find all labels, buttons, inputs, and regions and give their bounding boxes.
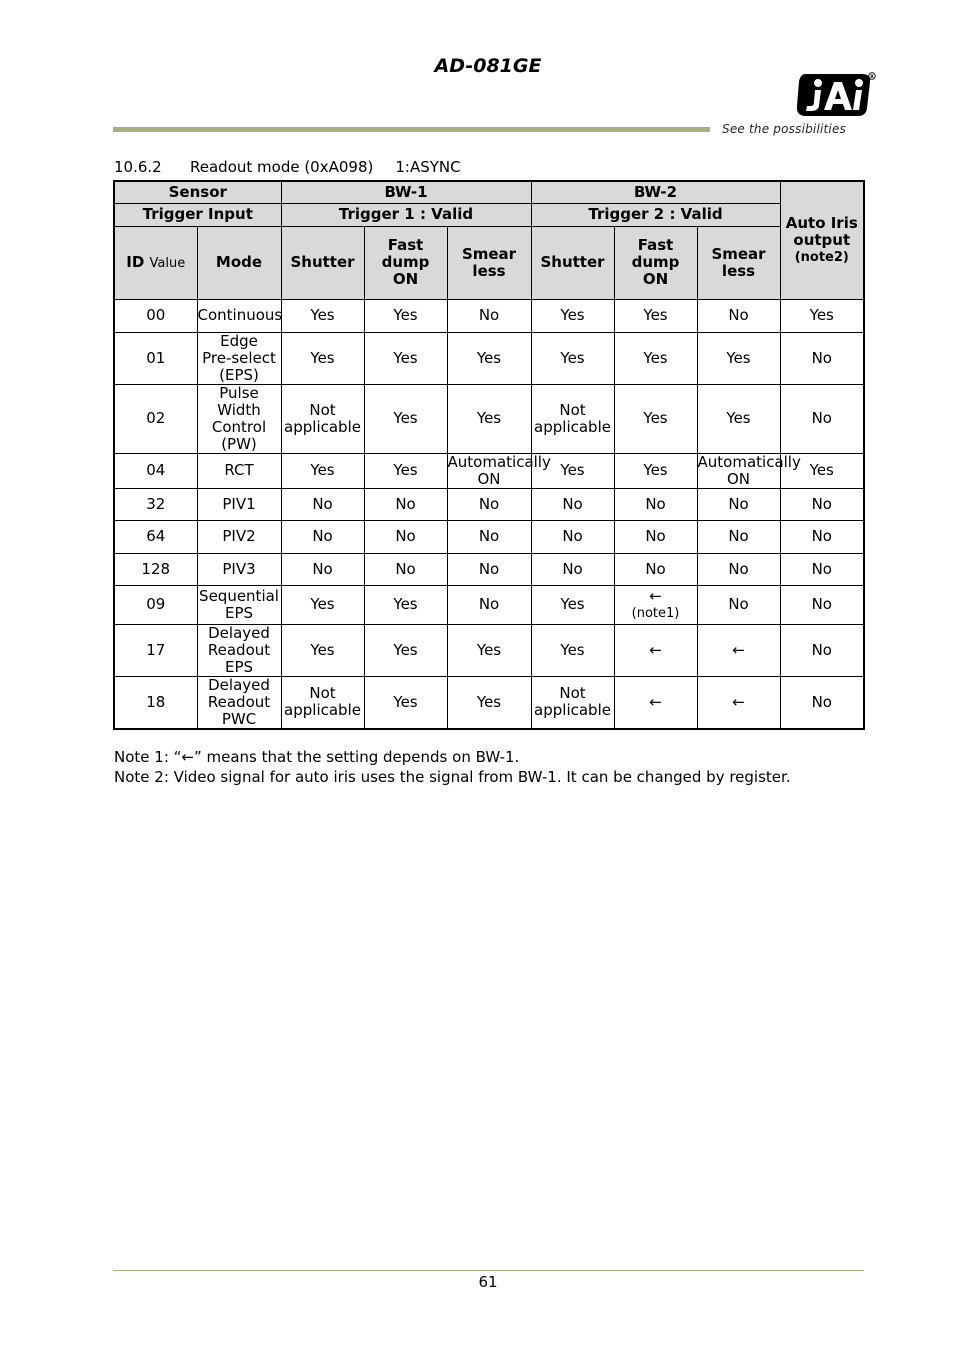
bw1-fast-dump-cell xyxy=(364,520,447,553)
mode-line: Sequential xyxy=(199,586,279,605)
id-header xyxy=(114,226,197,299)
header-rule xyxy=(113,127,710,132)
cell-line: Yes xyxy=(310,306,335,324)
fast-dump-line2: dump xyxy=(631,253,680,271)
mode-cell xyxy=(197,488,281,520)
bw1-smearless-cell xyxy=(447,384,531,453)
cell-line: Yes xyxy=(393,306,418,324)
section-number: 10.6.2 xyxy=(114,158,162,176)
mode-cell xyxy=(197,332,281,384)
cell-line: ← xyxy=(732,692,745,711)
cell-line: Yes xyxy=(560,348,585,367)
cell-line: Yes xyxy=(560,461,585,479)
bw2-shutter-cell xyxy=(531,585,614,624)
bw1-shutter-cell xyxy=(281,384,364,453)
cell-line: No xyxy=(811,640,832,659)
cell-line: No xyxy=(728,527,749,545)
header-row-sensor xyxy=(114,181,864,203)
mode-line: Readout xyxy=(207,692,271,711)
bw1-fast-dump-cell xyxy=(364,332,447,384)
auto-iris-note: (note2) xyxy=(794,249,849,265)
table-row xyxy=(114,488,864,520)
note-1: Note 1: “←” means that the setting depends on BW-1. xyxy=(114,748,520,766)
auto-iris-line2: output xyxy=(793,230,851,249)
cell-line: Automatically xyxy=(697,452,801,471)
mode-header: Mode xyxy=(197,226,281,299)
mode-line: Delayed xyxy=(208,675,270,694)
id-cell: 64 xyxy=(114,520,197,553)
mode-line: Readout xyxy=(207,640,271,659)
cell-line: Yes xyxy=(393,348,418,367)
bw1-fast-dump-cell xyxy=(364,488,447,520)
fast-dump-line1: Fast xyxy=(637,236,674,254)
bw2-smearless-cell xyxy=(697,332,780,384)
mode-line: Edge xyxy=(220,331,258,350)
cell-line: Yes xyxy=(476,640,502,659)
page-number: 61 xyxy=(478,1273,498,1291)
mode-line: EPS xyxy=(224,657,254,676)
table-row xyxy=(114,585,864,624)
cell-line: No xyxy=(395,494,416,513)
bw2-fast-dump-cell xyxy=(614,520,697,553)
bw1-shutter-cell xyxy=(281,553,364,585)
readout-mode-table xyxy=(113,180,865,730)
bw2-shutter-cell xyxy=(531,488,614,520)
bw2-shutter-cell xyxy=(531,624,614,676)
table-row xyxy=(114,332,864,384)
mode-line: Delayed xyxy=(208,623,270,642)
bw1-shutter-cell xyxy=(281,299,364,332)
header-row-columns xyxy=(114,226,864,299)
cell-line: No xyxy=(811,559,832,578)
auto-iris-cell xyxy=(780,299,864,332)
bw1-smearless-cell xyxy=(447,676,531,729)
bw1-header: BW-1 xyxy=(281,181,531,203)
bw1-smearless-cell xyxy=(447,452,551,488)
cell-line: Yes xyxy=(393,640,418,659)
bw1-smearless-cell xyxy=(447,520,531,553)
cell-line: Yes xyxy=(476,409,502,427)
mode-cell xyxy=(197,624,281,676)
cell-line: Yes xyxy=(393,461,418,479)
bw1-fast-dump-cell xyxy=(364,624,447,676)
mode-line: EPS xyxy=(224,603,254,622)
mode-line: Continuous xyxy=(197,306,283,324)
cell-line: No xyxy=(811,527,832,545)
cell-line: No xyxy=(728,559,749,578)
cell-line: Yes xyxy=(726,348,751,367)
trigger-input-header: Trigger Input xyxy=(114,203,281,226)
auto-iris-cell xyxy=(780,624,864,676)
mode-cell xyxy=(197,520,281,553)
mode-line: Control xyxy=(211,417,267,436)
table-row xyxy=(114,520,864,553)
bw2-fast-dump-cell xyxy=(614,585,697,624)
cell-line: Yes xyxy=(726,409,751,427)
cell-line: No xyxy=(728,306,749,324)
bw1-shutter-cell xyxy=(281,676,364,729)
bw2-fast-dump-cell xyxy=(614,553,697,585)
bw2-shutter-cell xyxy=(531,520,614,553)
bw2-smearless-cell xyxy=(697,520,780,553)
section-heading xyxy=(114,158,461,176)
auto-iris-cell xyxy=(780,676,864,729)
smearless-line1: Smear xyxy=(461,244,517,263)
bw1-shutter-cell xyxy=(281,624,364,676)
table-row xyxy=(114,384,864,453)
bw2-shutter-cell xyxy=(531,553,614,585)
bw2-fast-dump-cell xyxy=(614,384,697,453)
footer-rule xyxy=(113,1270,864,1271)
bw2-smearless-header xyxy=(697,226,780,299)
cell-line: Not xyxy=(559,684,586,702)
bw2-fast-dump-cell xyxy=(614,332,697,384)
id-cell: 04 xyxy=(114,453,197,488)
bw1-fast-dump-cell xyxy=(364,299,447,332)
document-title: AD-081GE xyxy=(434,55,542,77)
id-cell: 00 xyxy=(114,299,197,332)
cell-line: (note1) xyxy=(631,605,680,621)
table-row xyxy=(114,299,864,332)
bw2-fast-dump-cell xyxy=(614,488,697,520)
mode-line: PIV2 xyxy=(222,527,256,545)
id-cell: 32 xyxy=(114,488,197,520)
bw1-shutter-cell xyxy=(281,488,364,520)
id-cell: 17 xyxy=(114,624,197,676)
cell-line: ← xyxy=(649,692,662,711)
mode-line: PIV3 xyxy=(222,559,256,578)
cell-line: No xyxy=(811,348,832,367)
cell-line: No xyxy=(811,494,832,513)
bw2-smearless-cell xyxy=(697,488,780,520)
table-row xyxy=(114,453,864,488)
table-row xyxy=(114,676,864,729)
bw1-smearless-cell xyxy=(447,488,531,520)
cell-line: ← xyxy=(732,640,745,659)
bw1-smearless-cell xyxy=(447,624,531,676)
bw1-shutter-header: Shutter xyxy=(281,226,364,299)
id-cell: 128 xyxy=(114,553,197,585)
cell-line: Yes xyxy=(476,692,502,711)
cell-line: Yes xyxy=(643,461,668,479)
cell-line: No xyxy=(312,527,333,545)
cell-line: No xyxy=(811,595,832,613)
bw2-smearless-cell xyxy=(697,452,801,488)
sensor-header: Sensor xyxy=(114,181,281,203)
bw2-fast-dump-cell xyxy=(614,453,697,488)
bw2-shutter-cell xyxy=(531,332,614,384)
cell-line: Automatically xyxy=(447,452,551,471)
bw1-smearless-cell xyxy=(447,585,531,624)
cell-line: No xyxy=(395,559,416,578)
cell-line: No xyxy=(728,494,749,513)
bw2-shutter-header: Shutter xyxy=(531,226,614,299)
mode-line: (PW) xyxy=(221,434,257,453)
cell-line: No xyxy=(645,527,666,545)
cell-line: Yes xyxy=(560,306,585,324)
bw1-smearless-cell xyxy=(447,332,531,384)
mode-line: Pulse xyxy=(219,383,259,402)
cell-line: No xyxy=(478,494,500,513)
auto-iris-header xyxy=(780,181,864,299)
bw1-shutter-cell xyxy=(281,585,364,624)
cell-line: No xyxy=(478,527,500,545)
cell-line: Yes xyxy=(809,461,834,479)
cell-line: No xyxy=(562,494,583,513)
bw1-shutter-cell xyxy=(281,332,364,384)
cell-line: Yes xyxy=(643,409,668,427)
cell-line: No xyxy=(312,494,333,513)
cell-line: Yes xyxy=(310,595,335,613)
mode-line: (EPS) xyxy=(219,365,259,384)
id-cell: 18 xyxy=(114,676,197,729)
fast-dump-line1: Fast xyxy=(387,236,424,254)
mode-cell xyxy=(197,453,281,488)
bw2-smearless-cell xyxy=(697,299,780,332)
jai-logo xyxy=(796,70,876,118)
bw2-shutter-cell xyxy=(531,299,614,332)
cell-line: Yes xyxy=(310,640,335,659)
notes xyxy=(114,747,791,787)
cell-line: applicable xyxy=(534,417,611,436)
bw2-smearless-cell xyxy=(697,624,780,676)
cell-line: ← xyxy=(649,640,662,659)
auto-iris-cell xyxy=(780,488,864,520)
cell-line: No xyxy=(312,559,333,578)
fast-dump-line3: ON xyxy=(642,270,669,288)
cell-line: Yes xyxy=(809,306,834,324)
bw1-smearless-cell xyxy=(447,299,531,332)
cell-line: Not xyxy=(309,400,336,419)
bw2-smearless-cell xyxy=(697,384,780,453)
bw1-fast-dump-header xyxy=(364,226,447,299)
fast-dump-line3: ON xyxy=(392,270,419,288)
cell-line: No xyxy=(395,527,416,545)
cell-line: Yes xyxy=(393,595,418,613)
cell-line: applicable xyxy=(284,701,361,719)
mode-cell xyxy=(197,676,281,729)
id-cell: 01 xyxy=(114,332,197,384)
id-cell: 02 xyxy=(114,384,197,453)
fast-dump-line2: dump xyxy=(381,253,430,271)
bw2-fast-dump-cell xyxy=(614,299,697,332)
bw2-fast-dump-cell xyxy=(614,676,697,729)
cell-line: ON xyxy=(477,469,501,488)
section-mode: 1:ASYNC xyxy=(395,158,461,176)
auto-iris-line1: Auto Iris xyxy=(785,213,858,232)
cell-line: Yes xyxy=(560,595,585,613)
mode-cell xyxy=(197,299,281,332)
smearless-line2: less xyxy=(721,261,756,280)
mode-line: Pre-select xyxy=(202,348,276,367)
cell-line: ON xyxy=(727,469,751,488)
id-cell: 09 xyxy=(114,585,197,624)
cell-line: Yes xyxy=(643,348,668,367)
mode-line: RCT xyxy=(224,461,254,479)
cell-line: Yes xyxy=(310,348,335,367)
cell-line: No xyxy=(478,595,500,613)
mode-line: PIV1 xyxy=(222,494,256,513)
bw2-smearless-cell xyxy=(697,585,780,624)
cell-line: Yes xyxy=(643,306,668,324)
cell-line: ← xyxy=(649,586,662,605)
bw1-fast-dump-cell xyxy=(364,384,447,453)
bw1-shutter-cell xyxy=(281,520,364,553)
table-row xyxy=(114,624,864,676)
bw1-fast-dump-cell xyxy=(364,585,447,624)
id-value-label: Value xyxy=(149,255,186,271)
trigger2-header: Trigger 2 : Valid xyxy=(531,203,780,226)
trigger1-header: Trigger 1 : Valid xyxy=(281,203,531,226)
bw2-fast-dump-header xyxy=(614,226,697,299)
cell-line: No xyxy=(645,494,666,513)
section-title: Readout mode (0xA098) xyxy=(190,158,374,176)
bw1-fast-dump-cell xyxy=(364,553,447,585)
mode-cell xyxy=(197,384,281,453)
note-2: Note 2: Video signal for auto iris uses the signal from BW-1. It can be changed by register. xyxy=(114,768,791,786)
bw2-smearless-cell xyxy=(697,676,780,729)
header-row-trigger xyxy=(114,203,864,226)
auto-iris-cell xyxy=(780,520,864,553)
cell-line: Yes xyxy=(310,461,335,479)
cell-line: Not xyxy=(559,400,586,419)
mode-cell xyxy=(197,585,281,624)
cell-line: No xyxy=(811,692,832,711)
cell-line: No xyxy=(478,559,500,578)
cell-line: Yes xyxy=(393,409,418,427)
auto-iris-cell xyxy=(780,585,864,624)
bw2-shutter-cell xyxy=(531,676,614,729)
auto-iris-cell xyxy=(780,553,864,585)
cell-line: No xyxy=(562,559,583,578)
table-row xyxy=(114,553,864,585)
mode-line: Width xyxy=(217,400,261,419)
cell-line: No xyxy=(811,409,832,427)
cell-line: No xyxy=(478,306,500,324)
auto-iris-cell xyxy=(780,384,864,453)
bw2-smearless-cell xyxy=(697,553,780,585)
cell-line: applicable xyxy=(534,701,611,719)
id-label: ID xyxy=(126,252,145,271)
bw1-shutter-cell xyxy=(281,453,364,488)
cell-line: Yes xyxy=(560,640,585,659)
cell-line: No xyxy=(728,595,749,613)
cell-line: No xyxy=(562,527,583,545)
bw1-fast-dump-cell xyxy=(364,676,447,729)
smearless-line1: Smear xyxy=(711,244,766,263)
cell-line: applicable xyxy=(284,417,361,436)
bw2-shutter-cell xyxy=(531,384,614,453)
mode-line: PWC xyxy=(221,709,257,728)
cell-line: Not xyxy=(309,684,336,702)
bw1-smearless-cell xyxy=(447,553,531,585)
smearless-line2: less xyxy=(472,261,506,280)
cell-line: Yes xyxy=(393,692,418,711)
cell-line: No xyxy=(645,559,666,578)
tagline: See the possibilities xyxy=(722,122,846,136)
bw2-fast-dump-cell xyxy=(614,624,697,676)
cell-line: Yes xyxy=(476,348,502,367)
svg-text:R: R xyxy=(870,75,874,80)
auto-iris-cell xyxy=(780,332,864,384)
bw2-header: BW-2 xyxy=(531,181,780,203)
bw1-fast-dump-cell xyxy=(364,453,447,488)
mode-cell xyxy=(197,553,281,585)
bw1-smearless-header xyxy=(447,226,531,299)
